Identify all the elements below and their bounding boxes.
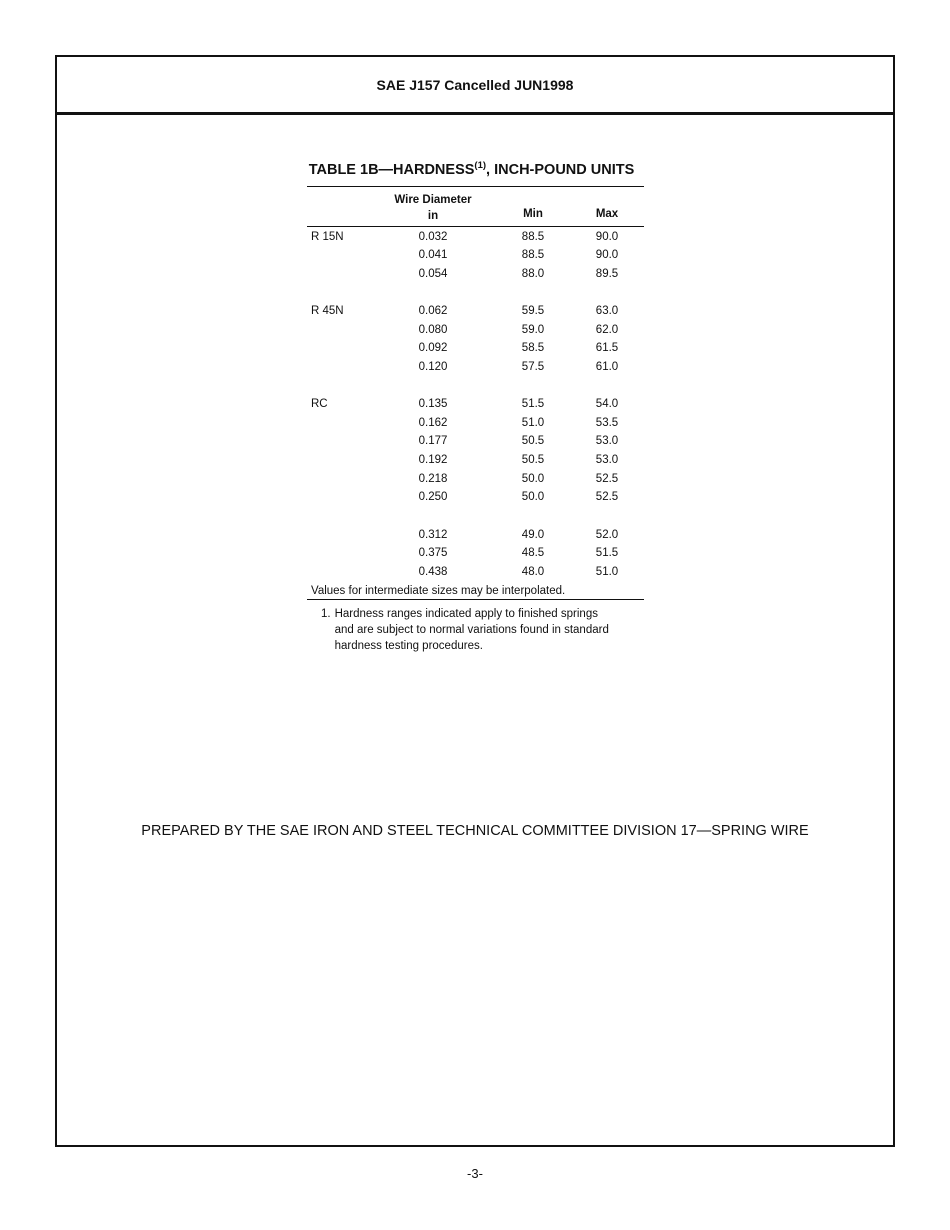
cell-diameter: 0.092 [418, 342, 448, 354]
cell-diameter: 0.032 [418, 231, 448, 243]
cell-scale: R 15N [311, 231, 344, 243]
cell-min: 51.0 [521, 417, 545, 429]
table-title-main: TABLE 1B—HARDNESS [308, 161, 475, 178]
cell-min: 49.0 [521, 529, 545, 541]
cell-max: 90.0 [595, 231, 619, 243]
cell-min: 58.5 [521, 342, 545, 354]
cell-max: 61.0 [595, 361, 619, 373]
cell-min: 50.0 [521, 473, 545, 485]
table-row [307, 361, 644, 379]
cell-min: 50.0 [521, 491, 545, 503]
table-row [307, 529, 644, 547]
header-bottom-rule [307, 226, 644, 227]
cell-max: 52.5 [595, 473, 619, 485]
cell-min: 48.0 [521, 566, 545, 578]
cell-diameter: 0.218 [418, 473, 448, 485]
cell-max: 62.0 [595, 324, 619, 336]
col-header-min: Min [523, 208, 543, 220]
cell-diameter: 0.192 [418, 454, 448, 466]
cell-diameter: 0.438 [418, 566, 448, 578]
cell-diameter: 0.080 [418, 324, 448, 336]
cell-scale: R 45N [311, 305, 344, 317]
table-bottom-rule [307, 599, 644, 600]
table-row [307, 435, 644, 453]
table-row [307, 398, 644, 416]
table-row [307, 249, 644, 267]
table-row [307, 417, 644, 435]
cell-diameter: 0.312 [418, 529, 448, 541]
cell-min: 59.0 [521, 324, 545, 336]
cell-diameter: 0.162 [418, 417, 448, 429]
table-top-rule [307, 186, 644, 187]
table-row [307, 491, 644, 509]
page-frame [55, 55, 895, 1147]
cell-max: 61.5 [595, 342, 619, 354]
cell-min: 59.5 [521, 305, 545, 317]
cell-max: 51.0 [595, 566, 619, 578]
table-row [307, 454, 644, 472]
cell-max: 51.5 [595, 547, 619, 559]
cell-min: 48.5 [521, 547, 545, 559]
table-title [299, 160, 644, 178]
cell-max: 53.0 [595, 454, 619, 466]
table-row [307, 547, 644, 565]
cell-max: 52.5 [595, 491, 619, 503]
col-header-diameter-line1: Wire Diameter [394, 194, 472, 206]
cell-diameter: 0.120 [418, 361, 448, 373]
table-row [307, 231, 644, 249]
cell-max: 90.0 [595, 249, 619, 261]
table-row [307, 324, 644, 342]
interpolation-note: Values for intermediate sizes may be interpolated. [311, 585, 566, 597]
cell-min: 88.5 [521, 249, 545, 261]
cell-scale: RC [311, 398, 328, 410]
cell-min: 88.5 [521, 231, 545, 243]
cell-max: 53.0 [595, 435, 619, 447]
cell-min: 57.5 [521, 361, 545, 373]
cell-min: 88.0 [521, 268, 545, 280]
table-row [307, 268, 644, 286]
col-header-diameter [383, 192, 483, 224]
table-row [307, 473, 644, 491]
cell-min: 51.5 [521, 398, 545, 410]
cell-diameter: 0.135 [418, 398, 448, 410]
cell-diameter: 0.375 [418, 547, 448, 559]
cell-min: 50.5 [521, 454, 545, 466]
cell-diameter: 0.062 [418, 305, 448, 317]
header-title: SAE J157 Cancelled JUN1998 [376, 76, 574, 93]
footnote-marker: 1. [321, 608, 331, 620]
table-title-footnote-ref: (1) [474, 160, 487, 171]
cell-min: 50.5 [521, 435, 545, 447]
table-row [307, 342, 644, 360]
footnote-text: Hardness ranges indicated apply to finished springs and are subject to normal variations found in standard hardness testing procedures. [334, 608, 609, 652]
document-header [57, 57, 893, 115]
cell-diameter: 0.250 [418, 491, 448, 503]
cell-max: 53.5 [595, 417, 619, 429]
table-row [307, 305, 644, 323]
cell-max: 54.0 [595, 398, 619, 410]
table-footnote [321, 606, 621, 654]
cell-diameter: 0.177 [418, 435, 448, 447]
table-title-rest: , INCH-POUND UNITS [486, 161, 635, 178]
page-number: -3- [467, 1166, 483, 1181]
cell-diameter: 0.054 [418, 268, 448, 280]
cell-max: 63.0 [595, 305, 619, 317]
table-row [307, 566, 644, 584]
cell-max: 89.5 [595, 268, 619, 280]
prepared-by-line: PREPARED BY THE SAE IRON AND STEEL TECHNICAL COMMITTEE DIVISION 17—SPRING WIRE [141, 823, 809, 839]
col-header-diameter-line2: in [427, 210, 439, 222]
cell-max: 52.0 [595, 529, 619, 541]
cell-diameter: 0.041 [418, 249, 448, 261]
col-header-max: Max [595, 208, 619, 220]
